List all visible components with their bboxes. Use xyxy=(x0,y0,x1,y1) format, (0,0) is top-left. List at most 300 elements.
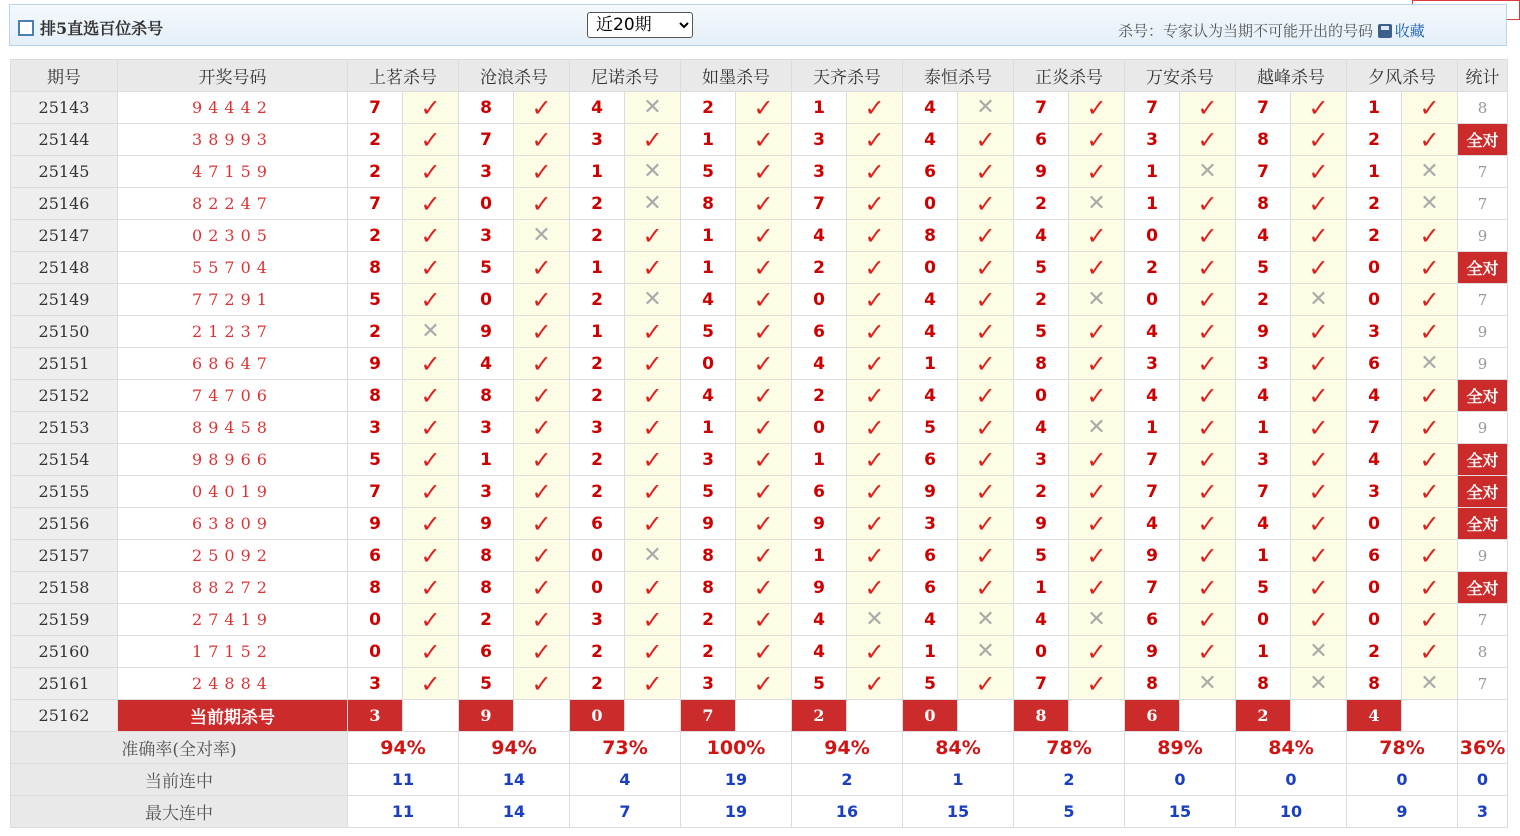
kill-number: 0 xyxy=(681,348,736,380)
result-cell xyxy=(1180,508,1236,540)
kill-number: 7 xyxy=(1125,572,1180,604)
check-icon: ✓ xyxy=(864,125,885,154)
check-icon: ✓ xyxy=(1308,349,1329,378)
check-icon: ✓ xyxy=(975,189,996,218)
result-cell xyxy=(403,636,459,668)
kill-number: 1 xyxy=(1347,156,1402,188)
result-cell xyxy=(958,92,1014,124)
issue-number: 25151 xyxy=(11,348,118,380)
check-icon: ✓ xyxy=(420,381,441,410)
kill-number: 0 xyxy=(1347,572,1402,604)
result-cell xyxy=(736,348,792,380)
kill-number: 2 xyxy=(792,380,847,412)
result-cell xyxy=(847,92,903,124)
check-icon: ✓ xyxy=(1419,285,1440,314)
result-cell xyxy=(403,508,459,540)
kill-number: 3 xyxy=(459,156,514,188)
result-cell xyxy=(625,220,681,252)
result-cell xyxy=(1291,668,1347,700)
issue-number: 25150 xyxy=(11,316,118,348)
result-cell xyxy=(958,284,1014,316)
check-icon: ✓ xyxy=(1308,573,1329,602)
kill-number: 7 xyxy=(1125,92,1180,124)
check-icon: ✓ xyxy=(864,445,885,474)
kill-number: 2 xyxy=(681,604,736,636)
kill-number: 0 xyxy=(1125,284,1180,316)
check-icon: ✓ xyxy=(531,445,552,474)
stat-value: 16 xyxy=(792,796,903,828)
cross-icon: ✕ xyxy=(1309,286,1328,312)
result-cell xyxy=(514,252,570,284)
issue-number: 25144 xyxy=(11,124,118,156)
table-row xyxy=(11,668,1508,700)
check-icon: ✓ xyxy=(864,669,885,698)
check-icon: ✓ xyxy=(1308,221,1329,250)
issue-number: 25147 xyxy=(11,220,118,252)
kill-number: 4 xyxy=(903,604,958,636)
stat-value: 15 xyxy=(1125,796,1236,828)
result-cell xyxy=(736,572,792,604)
col-header-expert: 尼诺杀号 xyxy=(570,60,681,92)
kill-number: 6 xyxy=(1347,540,1402,572)
kill-number: 6 xyxy=(459,636,514,668)
check-icon: ✓ xyxy=(531,125,552,154)
check-icon: ✓ xyxy=(1086,541,1107,570)
check-icon: ✓ xyxy=(420,157,441,186)
correct-count: 8 xyxy=(1458,92,1508,124)
check-icon: ✓ xyxy=(531,509,552,538)
result-cell xyxy=(403,188,459,220)
result-cell xyxy=(1069,316,1125,348)
correct-count: 9 xyxy=(1458,412,1508,444)
result-cell xyxy=(1402,444,1458,476)
kill-number: 2 xyxy=(1014,188,1069,220)
max-streak-row xyxy=(11,796,1508,828)
kill-number: 3 xyxy=(681,444,736,476)
result-cell xyxy=(514,572,570,604)
check-icon: ✓ xyxy=(864,221,885,250)
check-icon: ✓ xyxy=(1086,317,1107,346)
kill-number: 8 xyxy=(348,252,403,284)
result-cell xyxy=(847,380,903,412)
current-kill-number: 0 xyxy=(903,700,958,732)
check-icon: ✓ xyxy=(1197,221,1218,250)
result-cell xyxy=(847,348,903,380)
kill-number: 6 xyxy=(903,156,958,188)
result-cell xyxy=(403,124,459,156)
kill-number: 0 xyxy=(1347,284,1402,316)
current-kill-number: 9 xyxy=(459,700,514,732)
check-icon: ✓ xyxy=(1308,509,1329,538)
current-period-row xyxy=(11,700,1508,732)
kill-number: 0 xyxy=(1347,252,1402,284)
result-cell xyxy=(1069,604,1125,636)
kill-number: 2 xyxy=(1014,476,1069,508)
check-icon: ✓ xyxy=(1419,221,1440,250)
check-icon: ✓ xyxy=(531,93,552,122)
check-icon: ✓ xyxy=(531,285,552,314)
check-icon: ✓ xyxy=(1419,253,1440,282)
check-icon: ✓ xyxy=(975,349,996,378)
check-icon: ✓ xyxy=(1086,637,1107,666)
check-icon: ✓ xyxy=(1197,285,1218,314)
check-icon: ✓ xyxy=(420,541,441,570)
correct-count: 7 xyxy=(1458,668,1508,700)
kill-number: 8 xyxy=(459,380,514,412)
kill-number: 1 xyxy=(1236,636,1291,668)
result-cell xyxy=(625,284,681,316)
result-cell xyxy=(1069,636,1125,668)
result-cell xyxy=(1180,124,1236,156)
result-cell xyxy=(847,508,903,540)
result-cell xyxy=(958,604,1014,636)
check-icon: ✓ xyxy=(1086,157,1107,186)
result-cell xyxy=(1291,636,1347,668)
kill-number: 6 xyxy=(1347,348,1402,380)
result-cell xyxy=(625,508,681,540)
check-icon: ✓ xyxy=(1308,477,1329,506)
result-cell xyxy=(1402,316,1458,348)
result-cell xyxy=(403,412,459,444)
draw-numbers: 24884 xyxy=(118,668,348,700)
correct-count: 9 xyxy=(1458,540,1508,572)
result-cell xyxy=(403,220,459,252)
result-cell xyxy=(625,412,681,444)
current-kill-number: 7 xyxy=(681,700,736,732)
result-cell xyxy=(958,636,1014,668)
result-cell xyxy=(736,668,792,700)
kill-number: 3 xyxy=(459,476,514,508)
stat-value: 10 xyxy=(1236,796,1347,828)
kill-number: 5 xyxy=(1236,252,1291,284)
draw-numbers: 25092 xyxy=(118,540,348,572)
col-header-expert: 万安杀号 xyxy=(1125,60,1236,92)
check-icon: ✓ xyxy=(864,93,885,122)
accuracy-row xyxy=(11,732,1508,764)
kill-number: 1 xyxy=(459,444,514,476)
kill-number: 4 xyxy=(903,380,958,412)
kill-number: 4 xyxy=(681,284,736,316)
kill-number: 9 xyxy=(348,348,403,380)
table-row xyxy=(11,124,1508,156)
kill-number: 7 xyxy=(1125,476,1180,508)
result-cell xyxy=(958,156,1014,188)
check-icon: ✓ xyxy=(1086,509,1107,538)
favorite-link[interactable]: 收藏 xyxy=(1378,22,1425,40)
check-icon: ✓ xyxy=(975,381,996,410)
issue-number: 25149 xyxy=(11,284,118,316)
result-cell xyxy=(1180,252,1236,284)
check-icon: ✓ xyxy=(531,477,552,506)
table-row xyxy=(11,572,1508,604)
kill-number: 0 xyxy=(792,284,847,316)
correct-count: 9 xyxy=(1458,348,1508,380)
kill-number: 8 xyxy=(1236,188,1291,220)
period-select[interactable] xyxy=(587,12,693,38)
check-icon: ✓ xyxy=(864,253,885,282)
check-icon: ✓ xyxy=(1197,541,1218,570)
correct-count: 7 xyxy=(1458,284,1508,316)
kill-number: 4 xyxy=(792,348,847,380)
kill-number: 2 xyxy=(570,636,625,668)
check-icon: ✓ xyxy=(864,285,885,314)
result-cell xyxy=(1291,316,1347,348)
result-cell xyxy=(625,124,681,156)
kill-number: 1 xyxy=(903,348,958,380)
check-icon: ✓ xyxy=(975,573,996,602)
kill-number: 8 xyxy=(1236,668,1291,700)
result-cell xyxy=(736,156,792,188)
kill-number: 6 xyxy=(1014,124,1069,156)
check-icon: ✓ xyxy=(753,221,774,250)
result-cell xyxy=(1180,188,1236,220)
check-icon: ✓ xyxy=(1197,125,1218,154)
kill-number: 3 xyxy=(570,124,625,156)
blank-cell xyxy=(514,700,570,732)
kill-number: 1 xyxy=(681,124,736,156)
check-icon: ✓ xyxy=(531,541,552,570)
kill-number: 1 xyxy=(1125,188,1180,220)
kill-number: 3 xyxy=(1014,444,1069,476)
result-cell xyxy=(514,188,570,220)
kill-number: 9 xyxy=(792,572,847,604)
kill-number: 3 xyxy=(792,124,847,156)
result-cell xyxy=(1180,220,1236,252)
kill-number: 9 xyxy=(459,316,514,348)
kill-number: 3 xyxy=(1236,348,1291,380)
blank-cell xyxy=(736,700,792,732)
kill-number: 0 xyxy=(459,188,514,220)
result-cell xyxy=(736,284,792,316)
kill-number: 3 xyxy=(1347,476,1402,508)
blank-cell xyxy=(1180,700,1236,732)
kill-number: 4 xyxy=(903,284,958,316)
kill-number: 3 xyxy=(348,412,403,444)
current-kill-number: 8 xyxy=(1014,700,1069,732)
result-cell xyxy=(403,316,459,348)
correct-count: 9 xyxy=(1458,220,1508,252)
kill-number: 6 xyxy=(792,316,847,348)
kill-number: 1 xyxy=(570,316,625,348)
result-cell xyxy=(1291,220,1347,252)
check-icon: ✓ xyxy=(975,509,996,538)
result-cell xyxy=(1402,668,1458,700)
kill-number: 5 xyxy=(681,156,736,188)
check-icon: ✓ xyxy=(420,477,441,506)
blank-cell xyxy=(625,700,681,732)
check-icon: ✓ xyxy=(975,669,996,698)
result-cell xyxy=(958,572,1014,604)
result-cell xyxy=(1402,220,1458,252)
kill-number: 5 xyxy=(1014,252,1069,284)
result-cell xyxy=(514,124,570,156)
check-icon: ✓ xyxy=(531,317,552,346)
kill-number: 4 xyxy=(792,636,847,668)
kill-number: 8 xyxy=(459,572,514,604)
check-icon: ✓ xyxy=(420,221,441,250)
result-cell xyxy=(403,444,459,476)
blank-cell xyxy=(958,700,1014,732)
draw-numbers: 55704 xyxy=(118,252,348,284)
check-icon: ✓ xyxy=(642,573,663,602)
result-cell xyxy=(625,572,681,604)
result-cell xyxy=(847,252,903,284)
result-cell xyxy=(1291,92,1347,124)
current-kill-number: 0 xyxy=(570,700,625,732)
check-icon: ✓ xyxy=(1419,413,1440,442)
kill-number: 4 xyxy=(1347,444,1402,476)
result-cell xyxy=(1402,188,1458,220)
check-icon: ✓ xyxy=(642,445,663,474)
check-icon: ✓ xyxy=(1086,253,1107,282)
result-cell xyxy=(625,636,681,668)
kill-number: 6 xyxy=(792,476,847,508)
correct-count: 7 xyxy=(1458,604,1508,636)
check-icon: ✓ xyxy=(753,413,774,442)
cross-icon: ✕ xyxy=(643,542,662,568)
kill-number: 7 xyxy=(1014,92,1069,124)
check-icon: ✓ xyxy=(753,477,774,506)
correct-count: 8 xyxy=(1458,636,1508,668)
correct-count: 7 xyxy=(1458,156,1508,188)
check-icon: ✓ xyxy=(753,573,774,602)
current-streak-row xyxy=(11,764,1508,796)
kill-number: 0 xyxy=(903,252,958,284)
kill-number: 8 xyxy=(681,188,736,220)
check-icon: ✓ xyxy=(1419,381,1440,410)
check-icon: ✓ xyxy=(1308,381,1329,410)
check-icon: ✓ xyxy=(1197,509,1218,538)
kill-number: 5 xyxy=(348,284,403,316)
kill-number: 5 xyxy=(903,668,958,700)
stat-value: 73% xyxy=(570,732,681,764)
result-cell xyxy=(1291,604,1347,636)
check-icon: ✓ xyxy=(531,413,552,442)
result-cell xyxy=(847,540,903,572)
check-icon: ✓ xyxy=(420,93,441,122)
result-cell xyxy=(1291,188,1347,220)
stat-value: 0 xyxy=(1125,764,1236,796)
top-bar xyxy=(9,4,1507,46)
check-icon: ✓ xyxy=(1419,125,1440,154)
stat-label: 最大连中 xyxy=(11,796,348,828)
result-cell xyxy=(1069,572,1125,604)
result-cell xyxy=(403,668,459,700)
check-icon: ✓ xyxy=(1086,125,1107,154)
check-icon: ✓ xyxy=(753,509,774,538)
stat-value: 100% xyxy=(681,732,792,764)
cross-icon: ✕ xyxy=(1087,286,1106,312)
result-cell xyxy=(847,668,903,700)
result-cell xyxy=(1069,92,1125,124)
result-cell xyxy=(1180,540,1236,572)
kill-number: 1 xyxy=(570,156,625,188)
result-cell xyxy=(1291,444,1347,476)
check-icon: ✓ xyxy=(420,445,441,474)
check-icon: ✓ xyxy=(531,253,552,282)
kill-number: 3 xyxy=(348,668,403,700)
kill-number: 7 xyxy=(1014,668,1069,700)
kill-number: 4 xyxy=(1014,604,1069,636)
result-cell xyxy=(1291,252,1347,284)
draw-numbers: 94442 xyxy=(118,92,348,124)
result-cell xyxy=(736,412,792,444)
cross-icon: ✕ xyxy=(1198,158,1217,184)
check-icon: ✓ xyxy=(642,637,663,666)
stat-value: 1 xyxy=(903,764,1014,796)
stat-total: 3 xyxy=(1458,796,1508,828)
table-row xyxy=(11,220,1508,252)
kill-number: 8 xyxy=(348,380,403,412)
kill-number: 2 xyxy=(681,636,736,668)
stat-value: 94% xyxy=(459,732,570,764)
result-cell xyxy=(847,444,903,476)
table-row xyxy=(11,156,1508,188)
result-cell xyxy=(514,92,570,124)
check-icon: ✓ xyxy=(531,349,552,378)
stat-value: 0 xyxy=(1347,764,1458,796)
check-icon: ✓ xyxy=(642,317,663,346)
check-icon: ✓ xyxy=(864,381,885,410)
kill-number: 2 xyxy=(570,220,625,252)
col-header-expert: 如墨杀号 xyxy=(681,60,792,92)
kill-number: 3 xyxy=(570,604,625,636)
table-row xyxy=(11,636,1508,668)
kill-number: 1 xyxy=(792,92,847,124)
blank-cell xyxy=(1069,700,1125,732)
correct-count: 7 xyxy=(1458,188,1508,220)
result-cell xyxy=(514,604,570,636)
issue-number: 25148 xyxy=(11,252,118,284)
check-icon: ✓ xyxy=(420,285,441,314)
kill-number: 3 xyxy=(681,668,736,700)
result-cell xyxy=(847,604,903,636)
kill-number: 4 xyxy=(459,348,514,380)
result-cell xyxy=(1402,156,1458,188)
check-icon: ✓ xyxy=(1197,93,1218,122)
kill-number: 3 xyxy=(1347,316,1402,348)
check-icon: ✓ xyxy=(864,541,885,570)
draw-numbers: 63809 xyxy=(118,508,348,540)
issue-number: 25143 xyxy=(11,92,118,124)
kill-number: 2 xyxy=(1236,284,1291,316)
kill-number: 0 xyxy=(570,540,625,572)
check-icon: ✓ xyxy=(1086,381,1107,410)
check-icon: ✓ xyxy=(1419,93,1440,122)
col-header-expert: 越峰杀号 xyxy=(1236,60,1347,92)
kill-number: 2 xyxy=(1347,188,1402,220)
result-cell xyxy=(514,380,570,412)
result-cell xyxy=(514,476,570,508)
stat-value: 11 xyxy=(348,796,459,828)
check-icon: ✓ xyxy=(753,669,774,698)
cross-icon: ✕ xyxy=(643,190,662,216)
check-icon: ✓ xyxy=(1197,605,1218,634)
result-cell xyxy=(625,604,681,636)
result-cell xyxy=(1069,444,1125,476)
kill-number: 6 xyxy=(903,540,958,572)
result-cell xyxy=(625,668,681,700)
result-cell xyxy=(1180,284,1236,316)
kill-number: 1 xyxy=(792,540,847,572)
check-icon: ✓ xyxy=(1308,157,1329,186)
kill-number: 1 xyxy=(1014,572,1069,604)
kill-number: 8 xyxy=(1125,668,1180,700)
result-cell xyxy=(1069,188,1125,220)
cross-icon: ✕ xyxy=(1420,350,1439,376)
result-cell xyxy=(847,412,903,444)
kill-number: 3 xyxy=(570,412,625,444)
